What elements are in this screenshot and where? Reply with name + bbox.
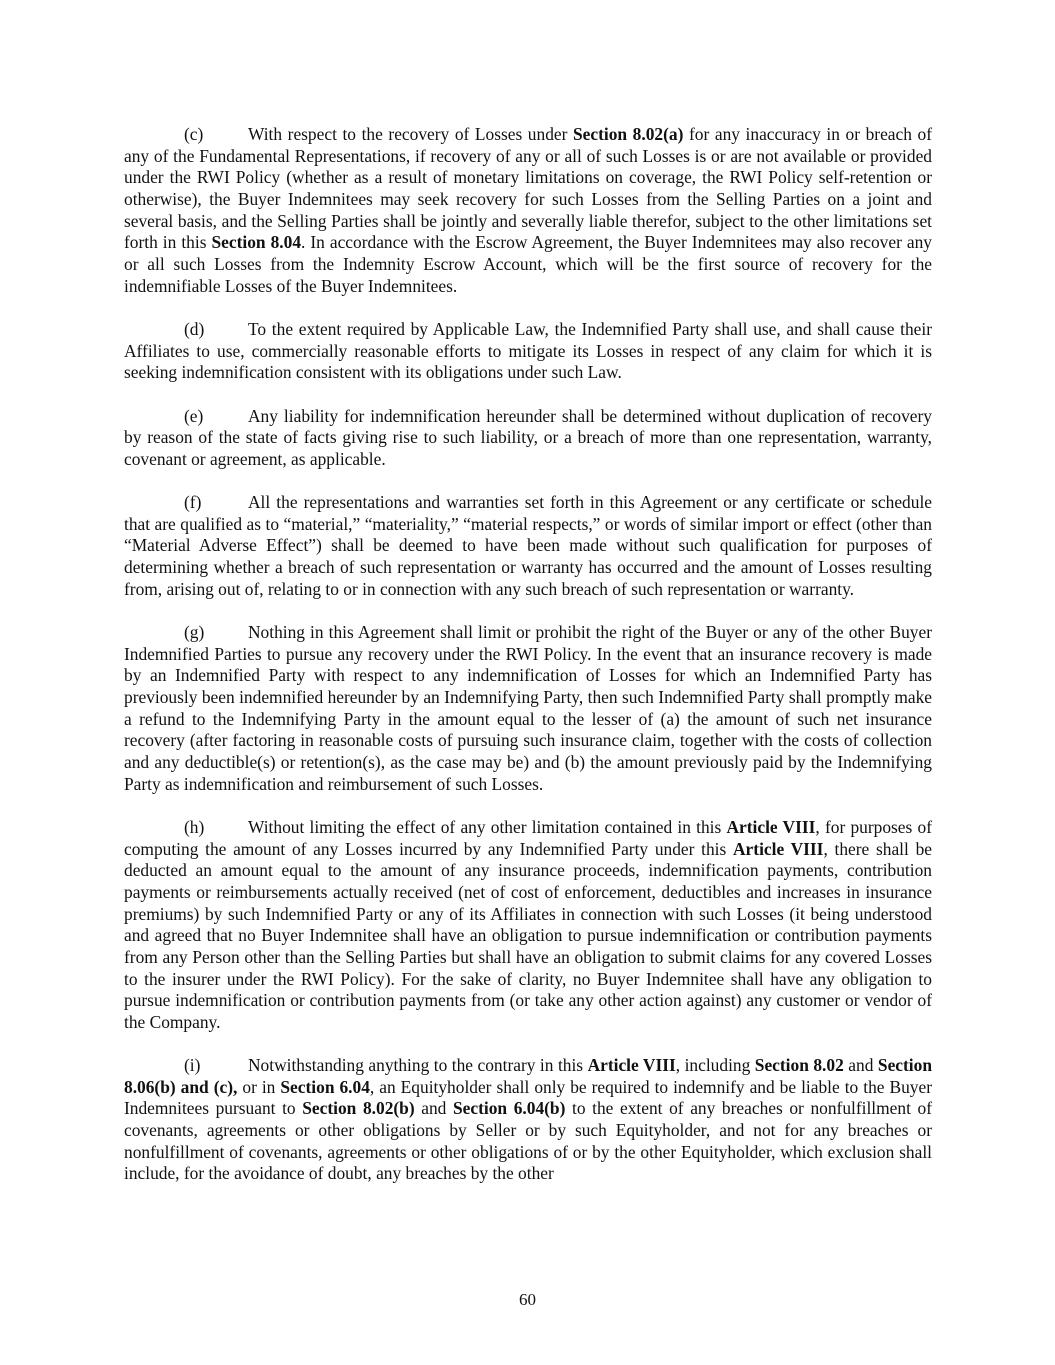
paragraph-text: All the representations and warranties set forth in this Agreement or any certificate or schedule that are qualified as to “material,” “materiality,” “material respects,” or words of similar import or effect (other than “Material Adverse Effect”) shall be deemed to have been made without such qualification for purposes of determining whether a breach of such representation or warranty has occurred and the amount of Losses resulting from, arising out of, relating to or in connection with any such breach of such representation or warranty. [124, 492, 932, 599]
paragraph-d [124, 319, 932, 384]
paragraph-text: for any inaccuracy in or breach of any of the Fundamental Representations, if recovery of any or all of such Losses is or are not available or provided under the RWI Policy (whether as a result of monetary limitations on coverage, the RWI Policy self-retention or otherwise), the Buyer Indemnitees may seek recovery for such Losses from the Selling Parties on a joint and several basis, and the Selling Parties shall be jointly and severally liable therefor, subject to the other limitations set forth in this [124, 124, 933, 253]
paragraph-label: (h) [184, 816, 205, 837]
paragraph-text: Nothing in this Agreement shall limit or prohibit the right of the Buyer or any of the other Buyer Indemnified Parties to pursue any recovery under the RWI Policy. In the event that an insurance recovery is made by an Indemnified Party with respect to any indemnification of Losses for which an Indemnified Party has previously been indemnified hereunder by an Indemnifying Party, then such Indemnified Party shall promptly make a refund to the Indemnifying Party in the amount equal to the lesser of (a) the amount of such net insurance recovery (after factoring in reasonable costs of pursuing such insurance claim, together with the costs of collection and any deductible(s) or retention(s), as the case may be) and (b) the amount previously paid by the Indemnifying Party as indemnification and reimbursement of such Losses. [124, 622, 932, 794]
paragraph-text: Notwithstanding anything to the contrary in this [248, 1055, 588, 1076]
paragraph-text: . In accordance with the Escrow Agreement, the Buyer Indemnitees may also recover any or all such Losses from the Indemnity Escrow Account, which will be the first source of recovery for the indemnifiable Losses of the Buyer Indemnitees. [124, 232, 932, 296]
section-reference: Article VIII [587, 1055, 676, 1076]
section-reference: Article VIII [733, 838, 824, 859]
paragraph-label: (f) [184, 492, 202, 513]
page-number: 60 [519, 1290, 536, 1309]
paragraph-text: To the extent required by Applicable Law, the Indemnified Party shall use, and shall cause their Affiliates to use, commercially reasonable efforts to mitigate its Losses in respect of any claim for which it is seeking indemnification consistent with its obligations under such Law. [124, 318, 932, 383]
paragraph-f [124, 492, 932, 600]
paragraph-text: to the extent of any breaches or nonfulfillment of covenants, agreements or other obligations by Seller or by such Equityholder, and not for any breaches or nonfulfillment of covenants, agreements or other obligations of or by the other Equityholder, which exclusion shall include, for the avoidance of doubt, any breaches by the other [124, 1098, 933, 1184]
paragraph-i [124, 1055, 932, 1185]
paragraph-label: (g) [184, 622, 205, 643]
paragraph-h [124, 817, 932, 1034]
section-reference: Section 8.06(b) and (c), [124, 1055, 933, 1097]
paragraph-text: , including [675, 1055, 755, 1076]
section-reference: Section 8.02(a) [573, 124, 684, 144]
paragraph-text: , an Equityholder shall only be required to indemnify and be liable to the Buyer Indemnitees pursuant to [124, 1076, 932, 1119]
paragraph-label: (d) [184, 318, 205, 339]
paragraph-e [124, 406, 932, 471]
paragraph-text: and [414, 1098, 453, 1119]
paragraph-label: (c) [184, 124, 204, 144]
paragraph-label: (i) [184, 1055, 201, 1076]
section-reference: Section 8.02(b) [302, 1098, 415, 1119]
paragraph-text: Without limiting the effect of any other limitation contained in this [248, 816, 727, 837]
paragraph-text: With respect to the recovery of Losses under [248, 124, 573, 144]
paragraph-c [124, 124, 932, 297]
paragraph-text: Any liability for indemnification hereunder shall be determined without duplication of recovery by reason of the state of facts giving rise to such liability, or a breach of more than one representation, warranty, covenant or agreement, as applicable. [124, 405, 932, 469]
paragraph-g [124, 622, 932, 795]
section-reference: Section 8.04 [211, 232, 302, 253]
section-reference: Section 8.02 [754, 1055, 844, 1076]
document-page [124, 124, 932, 1207]
paragraph-list [124, 124, 932, 1185]
paragraph-text: and [843, 1055, 878, 1076]
paragraph-text: , for purposes of computing the amount of any Losses incurred by any Indemnified Party under this [124, 816, 932, 859]
section-reference: Section 6.04(b) [453, 1098, 566, 1119]
section-reference: Article VIII [726, 816, 816, 837]
paragraph-text: , there shall be deducted an amount equal to the amount of any insurance proceeds, indemnification payments, contribution payments or reimbursements actually received (net of cost of enforcement, deductibles and increases in insurance premiums) by such Indemnified Party or any of its Affiliates in connection with such Losses (it being understood and agreed that no Buyer Indemnitee shall have an obligation to pursue indemnification or contribution payments from any Person other than the Selling Parties but shall have an obligation to submit claims for any covered Losses to the insurer under the RWI Policy). For the sake of clarity, no Buyer Indemnitee shall have any obligation to pursue indemnification or contribution payments from (or take any other action against) any customer or vendor of the Company. [124, 838, 932, 1032]
section-reference: Section 6.04 [280, 1076, 370, 1097]
paragraph-label: (e) [184, 405, 204, 426]
paragraph-text: or in [237, 1076, 281, 1097]
